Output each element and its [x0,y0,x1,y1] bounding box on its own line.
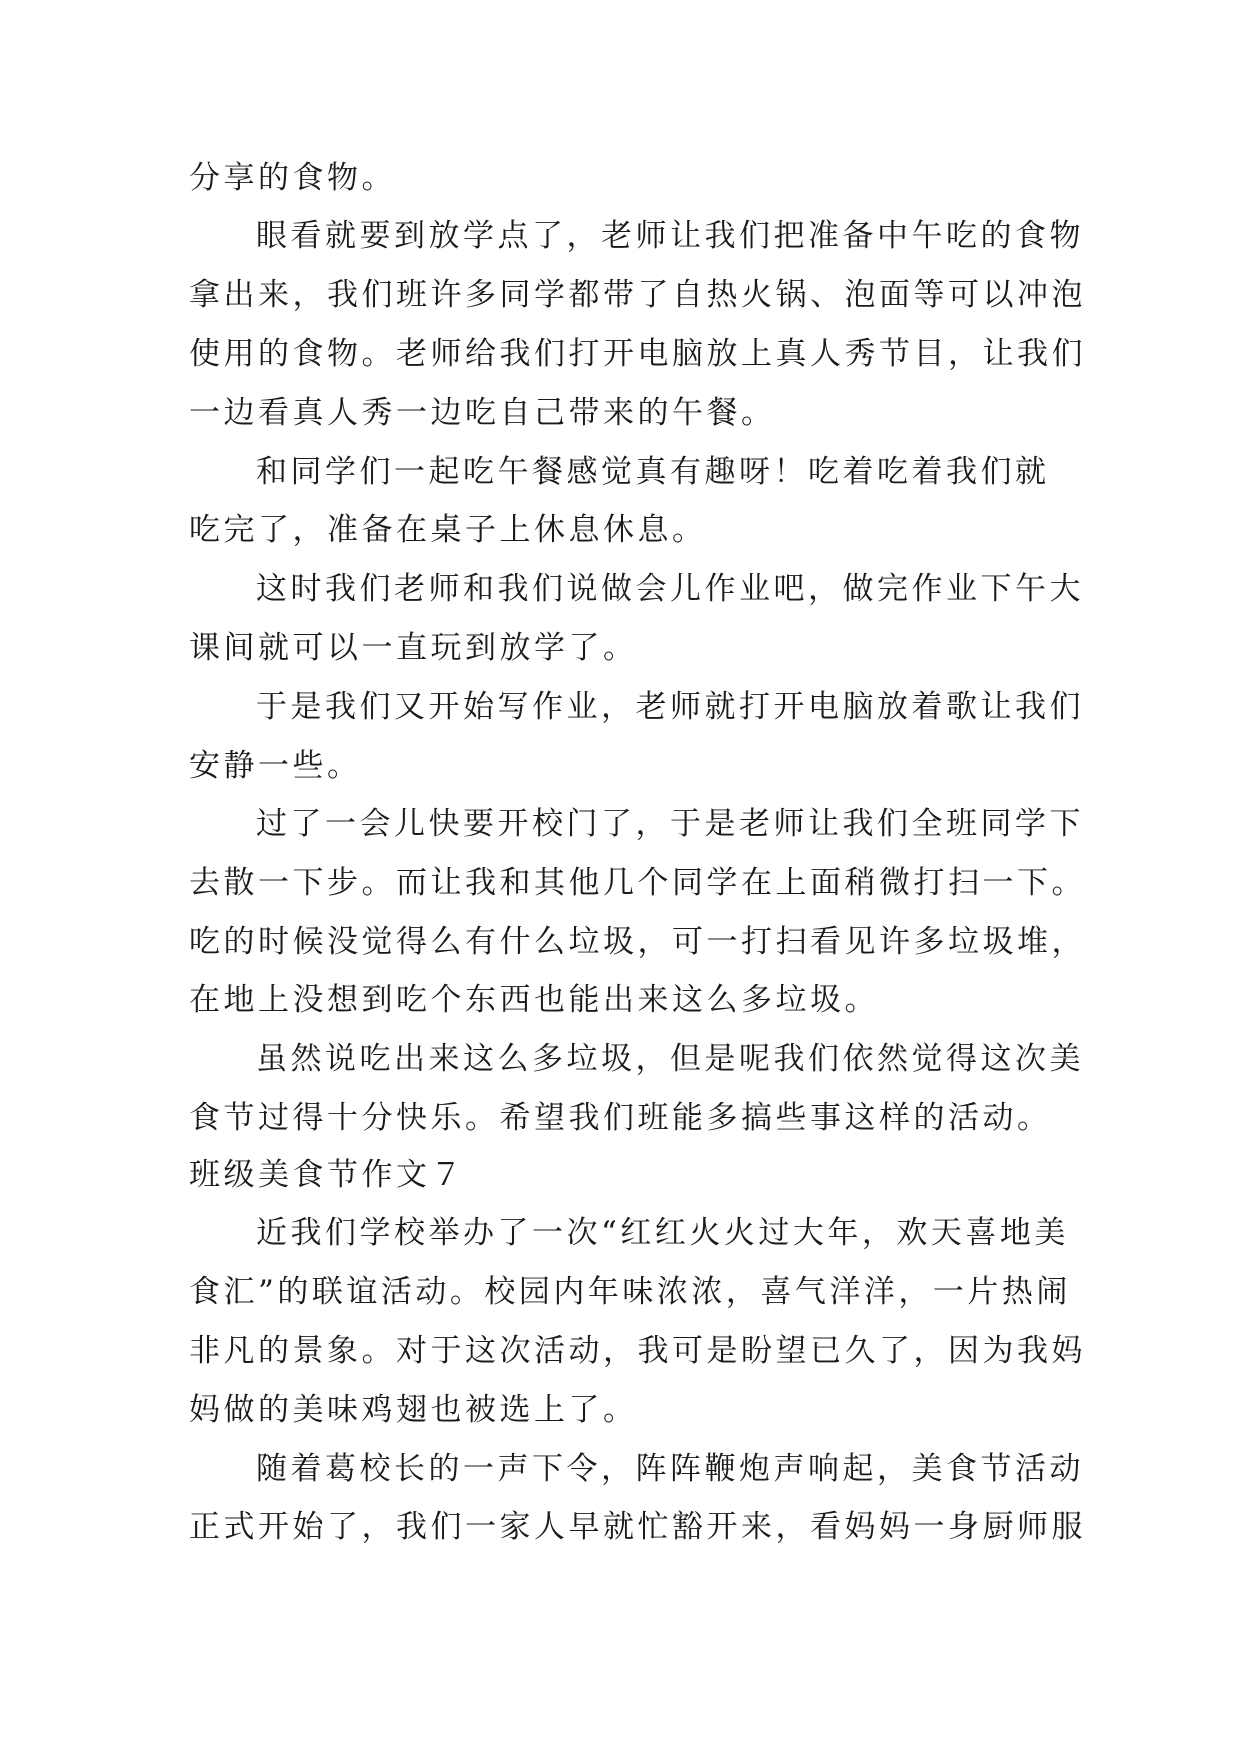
paragraph-start-line: 随着葛校长的一声下令，阵阵鞭炮声响起，美食节活动 [256,1451,1084,1487]
text-line: 食节过得十分快乐。希望我们班能多搞些事这样的活动。 [189,1100,1052,1136]
paragraph-start-line: 眼看就要到放学点了，老师让我们把准备中午吃的食物 [256,218,1084,254]
text-line: 一边看真人秀一边吃自己带来的午餐。 [189,395,776,431]
text-line: 正式开始了，我们一家人早就忙豁开来，看妈妈一身厨师服 [189,1509,1086,1545]
text-line: 分享的食物。 [189,160,396,196]
text-line: 安静一些。 [189,748,362,784]
paragraph-start-line: 过了一会儿快要开校门了，于是老师让我们全班同学下 [256,806,1084,842]
paragraph-start-line: 近我们学校举办了一次“红红火火过大年，欢天喜地美 [256,1215,1069,1251]
text-line: 去散一下步。而让我和其他几个同学在上面稍微打扫一下。 [189,865,1086,901]
paragraph-start-line: 于是我们又开始写作业，老师就打开电脑放着歌让我们 [256,689,1084,725]
text-line: 吃的时候没觉得么有什么垃圾，可一打扫看见许多垃圾堆， [189,924,1086,960]
text-line: 食汇”的联谊活动。校园内年味浓浓，喜气洋洋，一片热闹 [189,1274,1071,1310]
paragraph-start-line: 虽然说吃出来这么多垃圾，但是呢我们依然觉得这次美 [256,1041,1084,1077]
text-line: 非凡的景象。对于这次活动，我可是盼望已久了，因为我妈 [189,1333,1086,1369]
text-line: 吃完了，准备在桌子上休息休息。 [189,512,707,548]
text-line: 在地上没想到吃个东西也能出来这么多垃圾。 [189,982,879,1018]
paragraph-start-line: 这时我们老师和我们说做会儿作业吧，做完作业下午大 [256,571,1084,607]
text-line: 使用的食物。老师给我们打开电脑放上真人秀节目，让我们 [189,336,1086,372]
section-heading: 班级美食节作文７ [189,1157,465,1193]
paragraph-start-line: 和同学们一起吃午餐感觉真有趣呀！吃着吃着我们就 [256,454,1050,490]
text-line: 拿出来，我们班许多同学都带了自热火锅、泡面等可以冲泡 [189,277,1086,313]
text-line: 妈做的美味鸡翅也被选上了。 [189,1392,638,1428]
text-line: 课间就可以一直玩到放学了。 [189,630,638,666]
